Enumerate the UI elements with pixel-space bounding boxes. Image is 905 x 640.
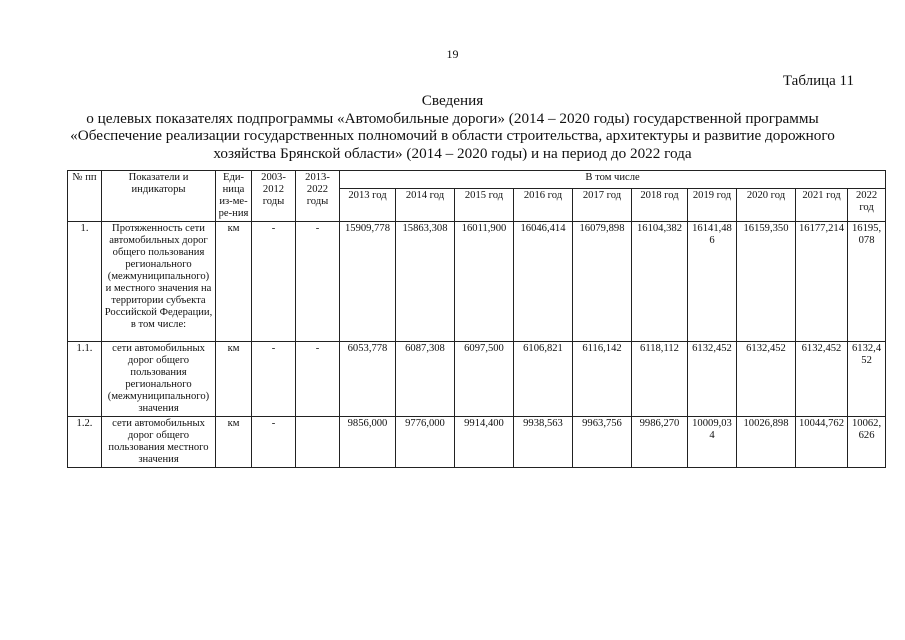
document-title — [0, 92, 905, 162]
row-value: 10009,034 — [688, 417, 737, 468]
row-indicator: Протяженность сети автомобильных дорог общего пользования регионального (межмуниципального) и местного значения на территории субъекта Российской Федерации, в том числе: — [102, 222, 216, 342]
header-including: В том числе — [340, 171, 886, 189]
row-value: 16011,900 — [455, 222, 514, 342]
row-value: 9776,000 — [396, 417, 455, 468]
header-year: 2022 год — [848, 189, 886, 222]
header-year: 2018 год — [632, 189, 688, 222]
row-value: 16141,486 — [688, 222, 737, 342]
row-indicator: сети автомобильных дорог общего пользования местного значения — [102, 417, 216, 468]
row-value: 6087,308 — [396, 342, 455, 417]
header-year: 2019 год — [688, 189, 737, 222]
row-value: 9986,270 — [632, 417, 688, 468]
row-period-2013-2022 — [296, 417, 340, 468]
table-row — [68, 417, 886, 468]
row-value: 6116,142 — [573, 342, 632, 417]
row-value: 6132,452 — [737, 342, 796, 417]
title-line: хозяйства Брянской области» (2014 – 2020 годы) и на период до 2022 года — [213, 144, 692, 162]
row-number: 1. — [68, 222, 102, 342]
title-line: о целевых показателях подпрограммы «Автомобильные дороги» (2014 – 2020 годы) государственной программы — [86, 109, 819, 127]
row-value: 10026,898 — [737, 417, 796, 468]
row-number: 1.1. — [68, 342, 102, 417]
row-period-2003-2012: - — [252, 222, 296, 342]
header-year: 2017 год — [573, 189, 632, 222]
row-value: 6053,778 — [340, 342, 396, 417]
header-year: 2013 год — [340, 189, 396, 222]
row-indicator: сети автомобильных дорог общего пользования регионального (межмуниципального) значения — [102, 342, 216, 417]
header-year: 2015 год — [455, 189, 514, 222]
header-year: 2021 год — [796, 189, 848, 222]
row-value: 9914,400 — [455, 417, 514, 468]
header-year: 2016 год — [514, 189, 573, 222]
row-value: 9856,000 — [340, 417, 396, 468]
table-row — [68, 342, 886, 417]
header-row — [68, 171, 886, 189]
row-number: 1.2. — [68, 417, 102, 468]
header-no: № пп — [68, 171, 102, 222]
table-row — [68, 222, 886, 342]
header-period-2003-2012: 2003-2012 годы — [252, 171, 296, 222]
row-value: 6106,821 — [514, 342, 573, 417]
row-value: 15863,308 — [396, 222, 455, 342]
header-period-2013-2022: 2013-2022 годы — [296, 171, 340, 222]
title-line: «Обеспечение реализации государственных полномочий в области строительства, архитектуры и развитие дорожного — [70, 127, 835, 144]
row-value: 16159,350 — [737, 222, 796, 342]
header-unit: Еди-ница из-ме-ре-ния — [216, 171, 252, 222]
header-indicator: Показатели и индикаторы — [102, 171, 216, 222]
row-unit: км — [216, 342, 252, 417]
row-value: 6132,452 — [688, 342, 737, 417]
row-period-2013-2022: - — [296, 222, 340, 342]
row-unit: км — [216, 417, 252, 468]
row-value: 16104,382 — [632, 222, 688, 342]
row-value: 6132,452 — [796, 342, 848, 417]
title-line: Сведения — [421, 92, 484, 109]
row-value: 16195,078 — [848, 222, 886, 342]
row-value: 16046,414 — [514, 222, 573, 342]
row-value: 6097,500 — [455, 342, 514, 417]
row-period-2003-2012: - — [252, 417, 296, 468]
header-year: 2020 год — [737, 189, 796, 222]
row-value: 6118,112 — [632, 342, 688, 417]
row-value: 9963,756 — [573, 417, 632, 468]
row-value: 16079,898 — [573, 222, 632, 342]
row-value: 10044,762 — [796, 417, 848, 468]
row-value: 6132,452 — [848, 342, 886, 417]
row-unit: км — [216, 222, 252, 342]
row-period-2013-2022: - — [296, 342, 340, 417]
indicators-table — [67, 170, 886, 468]
row-value: 10062,626 — [848, 417, 886, 468]
row-period-2003-2012: - — [252, 342, 296, 417]
page-number: 19 — [446, 47, 459, 61]
row-value: 16177,214 — [796, 222, 848, 342]
row-value: 15909,778 — [340, 222, 396, 342]
header-year: 2014 год — [396, 189, 455, 222]
row-value: 9938,563 — [514, 417, 573, 468]
table-label: Таблица 11 — [782, 73, 854, 89]
